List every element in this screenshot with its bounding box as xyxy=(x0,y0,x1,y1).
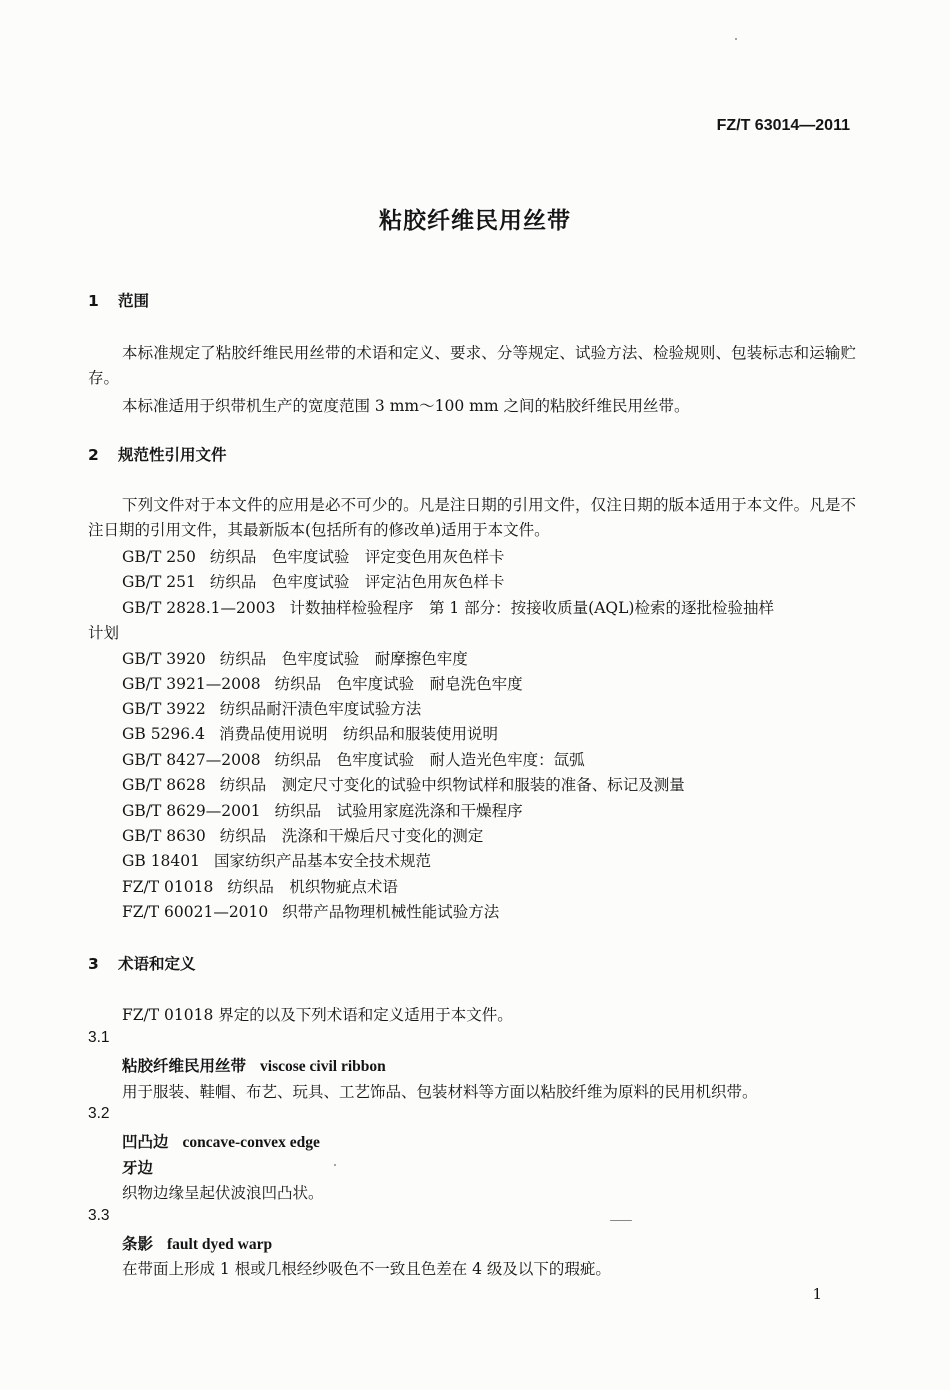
section-1-heading xyxy=(88,289,149,311)
term-en: concave-convex edge xyxy=(182,1134,320,1151)
reference-code: GB/T 3920 xyxy=(122,650,206,668)
reference-title: 纺织品 测定尺寸变化的试验中织物试样和服装的准备、标记及测量 xyxy=(219,776,685,794)
term-definition: 在带面上形成 1 根或几根经纱吸色不一致且色差在 4 级及以下的瑕疵。 xyxy=(122,1260,611,1278)
reference-code: GB 5296.4 xyxy=(122,725,205,743)
reference-title: 纺织品 机织物疵点术语 xyxy=(227,878,398,896)
term-heading xyxy=(122,1054,386,1076)
document-title: 粘胶纤维民用丝带 xyxy=(379,208,571,234)
term-heading xyxy=(122,1130,320,1152)
term-en: viscose civil ribbon xyxy=(260,1058,386,1075)
reference-item xyxy=(122,773,685,795)
scan-speck xyxy=(334,1164,336,1166)
reference-code: GB/T 3922 xyxy=(122,700,206,718)
reference-item xyxy=(122,900,499,922)
clause-number: 3.3 xyxy=(88,1207,110,1224)
reference-code: GB/T 251 xyxy=(122,573,196,591)
reference-code: GB/T 8628 xyxy=(122,776,206,794)
section-number: 3 xyxy=(88,955,99,973)
reference-continuation: 计划 xyxy=(88,624,120,642)
reference-code: FZ/T 01018 xyxy=(122,878,214,896)
reference-item xyxy=(122,570,504,592)
reference-title: 纺织品耐汗渍色牢度试验方法 xyxy=(219,700,422,718)
term-zh: 凹凸边 xyxy=(122,1133,169,1151)
reference-code: GB/T 8630 xyxy=(122,827,206,845)
reference-item xyxy=(122,697,421,719)
reference-item xyxy=(122,875,398,897)
reference-item xyxy=(122,849,431,871)
reference-title: 纺织品 色牢度试验 评定沾色用灰色样卡 xyxy=(209,573,505,591)
reference-item xyxy=(122,647,468,669)
reference-item xyxy=(122,722,498,744)
reference-code: GB/T 250 xyxy=(122,548,196,566)
reference-title: 纺织品 洗涤和干燥后尺寸变化的测定 xyxy=(219,827,484,845)
reference-item xyxy=(122,545,504,567)
standard-code: FZ/T 63014—2011 xyxy=(716,117,850,134)
reference-code: GB/T 2828.1—2003 xyxy=(122,599,276,617)
section-2-heading xyxy=(88,443,227,465)
reference-title: 计数抽样检验程序 第 1 部分：按接收质量(AQL)检索的逐批检验抽样 xyxy=(289,599,774,617)
term-definition: 织物边缘呈起伏波浪凹凸状。 xyxy=(122,1184,324,1202)
term-definition: 用于服装、鞋帽、布艺、玩具、工艺饰品、包装材料等方面以粘胶纤维为原料的民用机织带。 xyxy=(122,1083,758,1101)
clause-number: 3.1 xyxy=(88,1029,110,1046)
term-zh: 条影 xyxy=(122,1235,154,1253)
scope-paragraph-1: 本标准规定了粘胶纤维民用丝带的术语和定义、要求、分等规定、试验方法、检验规则、包装标志和运输贮存。 xyxy=(88,344,856,387)
scan-speck xyxy=(735,38,737,40)
reference-title: 纺织品 色牢度试验 耐皂洗色牢度 xyxy=(274,675,523,693)
reference-code: GB/T 3921—2008 xyxy=(122,675,261,693)
terms-intro: FZ/T 01018 界定的以及下列术语和定义适用于本文件。 xyxy=(122,1006,513,1024)
reference-title: 纺织品 色牢度试验 耐摩擦色牢度 xyxy=(219,650,468,668)
reference-item xyxy=(122,824,483,846)
term-heading xyxy=(122,1232,272,1254)
reference-item xyxy=(122,748,585,770)
scope-paragraph-2: 本标准适用于织带机生产的宽度范围 3 mm～100 mm 之间的粘胶纤维民用丝带。 xyxy=(122,397,690,415)
term-alt-name: 牙边 xyxy=(122,1159,154,1177)
section-title: 术语和定义 xyxy=(118,955,196,973)
reference-item xyxy=(122,596,774,618)
section-3-heading xyxy=(88,952,196,974)
term-en: fault dyed warp xyxy=(167,1236,273,1253)
scan-speck xyxy=(610,1220,632,1221)
section-title: 规范性引用文件 xyxy=(118,446,227,464)
reference-title: 国家纺织产品基本安全技术规范 xyxy=(214,852,432,870)
reference-code: FZ/T 60021—2010 xyxy=(122,903,269,921)
term-zh: 粘胶纤维民用丝带 xyxy=(122,1057,247,1075)
reference-code: GB/T 8629—2001 xyxy=(122,802,261,820)
reference-code: GB 18401 xyxy=(122,852,201,870)
reference-title: 织带产品物理机械性能试验方法 xyxy=(282,903,500,921)
section-number: 1 xyxy=(88,292,99,310)
section-title: 范围 xyxy=(118,292,150,310)
references-intro: 下列文件对于本文件的应用是必不可少的。凡是注日期的引用文件，仅注日期的版本适用于本文件。凡是不注日期的引用文件，其最新版本(包括所有的修改单)适用于本文件。 xyxy=(88,496,856,539)
section-number: 2 xyxy=(88,446,99,464)
reference-item xyxy=(122,799,523,821)
reference-title: 消费品使用说明 纺织品和服装使用说明 xyxy=(218,725,498,743)
page-number: 1 xyxy=(812,1285,822,1303)
reference-title: 纺织品 色牢度试验 耐人造光色牢度：氙弧 xyxy=(274,751,585,769)
reference-item xyxy=(122,672,523,694)
reference-title: 纺织品 色牢度试验 评定变色用灰色样卡 xyxy=(209,548,505,566)
clause-number: 3.2 xyxy=(88,1105,110,1122)
reference-code: GB/T 8427—2008 xyxy=(122,751,261,769)
reference-title: 纺织品 试验用家庭洗涤和干燥程序 xyxy=(274,802,523,820)
